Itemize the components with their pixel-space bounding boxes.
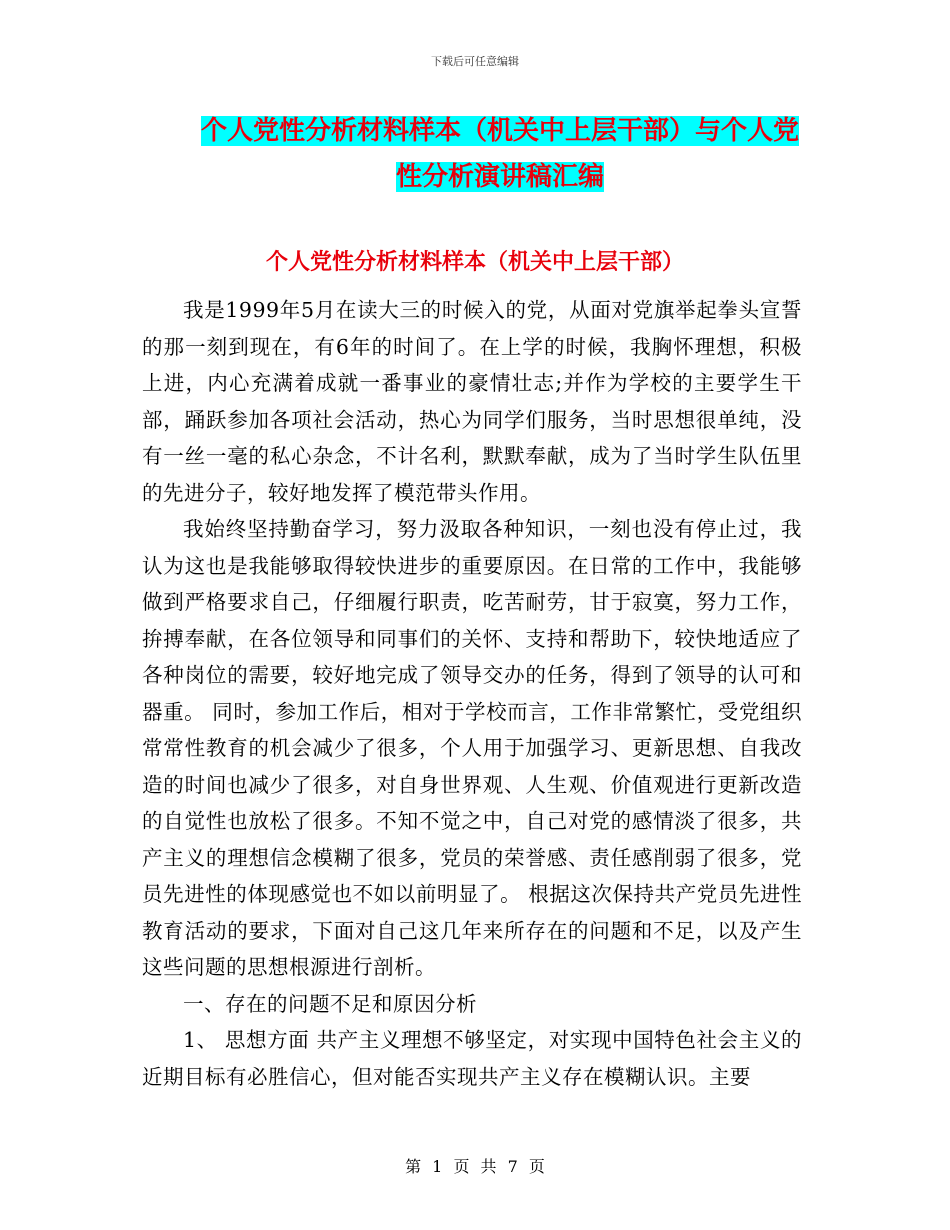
document-title-line-1: 个人党性分析材料样本（机关中上层干部）与个人党 <box>200 116 799 146</box>
document-title-line-2: 性分析演讲稿汇编 <box>395 162 604 192</box>
header-note: 下载后可任意编辑 <box>431 55 519 68</box>
paragraph-4: 1、 思想方面 共产主义理想不够坚定，对实现中国特色社会主义的近期目标有必胜信心，但对能否实现共产主义存在模糊认识。主要 <box>142 1028 802 1089</box>
document-title <box>180 108 820 200</box>
paragraph-3: 一、存在的问题不足和原因分析 <box>183 991 477 1016</box>
section-title: 个人党性分析材料样本（机关中上层干部） <box>265 250 684 275</box>
paragraph-1: 我是1999年5月在读大三的时候入的党，从面对党旗举起拳头宣誓的那一刻到现在，有6年的时间了。在上学的时候，我胸怀理想，积极上进，内心充满着成就一番事业的豪情壮志;并作为学校的主要学生干部，踊跃参加各项社会活动，热心为同学们服务，当时思想很单纯，没有一丝一毫的私心杂念，不计名利，默默奉献，成为了当时学生队伍里的先进分子，较好地发挥了模范带头作用。 <box>142 298 802 505</box>
paragraph-2: 我始终坚持勤奋学习，努力汲取各种知识，一刻也没有停止过，我认为这也是我能够取得较快进步的重要原因。在日常的工作中，我能够做到严格要求自己，仔细履行职责，吃苦耐劳，甘于寂寞，努力工作，拚搏奉献，在各位领导和同事们的关怀、支持和帮助下，较快地适应了各种岗位的需要，较好地完成了领导交办的任务，得到了领导的认可和器重。 同时，参加工作后，相对于学校而言，工作非常繁忙，受党组织常常性教育的机会减少了很多，个人用于加强学习、更新思想、自我改造的时间也减少了很多，对自身世界观、人生观、价值观进行更新改造的自觉性也放松了很多。不知不觉之中，自己对党的感情淡了很多，共产主义的理想信念模糊了很多，党员的荣誉感、责任感削弱了很多，党员先进性的体现感觉也不如以前明显了。 根据这次保持共产党员先进性教育活动的要求，下面对自己这几年来所存在的问题和不足，以及产生这些问题的思想根源进行剖析。 <box>142 517 802 979</box>
document-body <box>142 292 802 1095</box>
page-footer: 第 1 页 共 7 页 <box>405 1157 545 1176</box>
